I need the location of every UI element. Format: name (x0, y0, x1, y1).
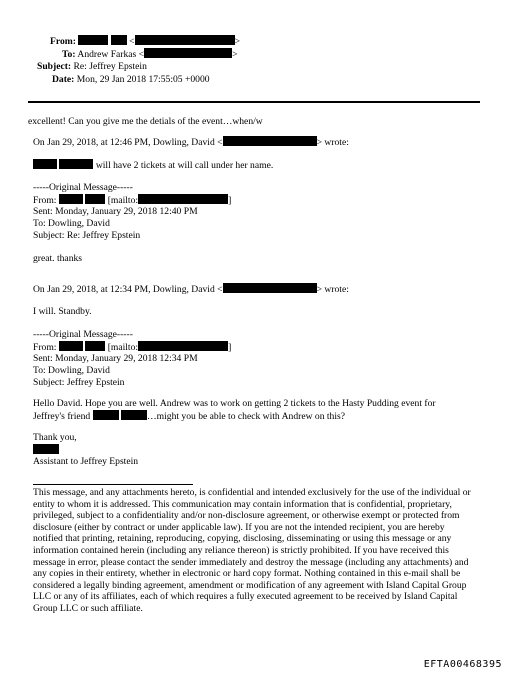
orig2-title: -----Original Message----- (33, 329, 133, 340)
subject-value: Re: Jeffrey Epstein (73, 61, 147, 72)
redaction (144, 48, 232, 58)
disclaimer-divider (33, 484, 193, 485)
orig2-subject: Subject: Jeffrey Epstein (33, 377, 125, 388)
orig1-from: From: [mailto: ] (33, 195, 232, 206)
redaction (121, 410, 147, 420)
header-from: From: < > (50, 36, 240, 47)
thank-you: Thank you, (33, 432, 77, 443)
redaction (59, 159, 93, 169)
redaction (78, 35, 108, 45)
redaction (93, 410, 119, 420)
redaction (33, 444, 59, 454)
signature-redaction (33, 444, 59, 457)
orig2-from: From: [mailto: ] (33, 342, 232, 353)
redaction (111, 35, 127, 45)
orig1-subject: Subject: Re: Jeffrey Epstein (33, 230, 141, 241)
orig2-to: To: Dowling, David (33, 365, 110, 376)
hello-line2: Jeffrey's friend …might you be able to check with Andrew on this? (33, 411, 346, 422)
document-id: EFTA00468395 (423, 659, 502, 670)
hello-line1: Hello David. Hope you are well. Andrew was to work on getting 2 tickets to the Hasty Pudding event for (33, 398, 436, 409)
quote1-text: will have 2 tickets at will call under her name. (33, 159, 273, 172)
orig1-title: -----Original Message----- (33, 182, 133, 193)
great-line: great. thanks (33, 253, 83, 264)
header-subject (37, 61, 147, 73)
disclaimer: This message, and any attachments hereto, is confidential and intended exclusively for the use of the individual or entity to whom it is addressed. This communication may contain information that is confidential, proprietary, privileged, subject to a confidentiality and/or non-disclosure agreement, or otherwise exempt or protected from disclosure (either by contract or under applicable law). If you are not the intended recipient, you are hereby notified that printing, retaining, reproducing, copying, disclosing, disseminating or using this message or any information contained herein (including any reliance thereon) is strictly prohibited. If you have received this message in error, please contact the sender immediately and destroy the message (including any attachments) and any copies in their entirety, whether in electronic or hard copy format. Nothing contained in this e-mail shall be considered a legally binding agreement, amendment or modification of any agreement with Island Capital Group LLC or any of its affiliates, each of which requires a fully executed agreement to be received by Island Capital Group LLC or such affiliate. (33, 487, 471, 614)
quote1-intro: On Jan 29, 2018, at 12:46 PM, Dowling, David < > wrote: (33, 137, 349, 148)
redaction (59, 194, 83, 204)
reply-line: excellent! Can you give me the detials of the event…when/w (28, 116, 263, 127)
header-date (52, 74, 210, 86)
assistant-line: Assistant to Jeffrey Epstein (33, 456, 139, 467)
header-to: To: Andrew Farkas < > (62, 49, 238, 60)
orig1-sent: Sent: Monday, January 29, 2018 12:40 PM (33, 206, 198, 217)
date-label: Date: (52, 74, 75, 85)
redaction (85, 194, 105, 204)
header-divider (28, 101, 480, 103)
to-label: To: (62, 49, 76, 60)
date-value: Mon, 29 Jan 2018 17:55:05 +0000 (76, 74, 210, 85)
redaction (223, 136, 317, 146)
redaction (59, 341, 83, 351)
redaction (138, 341, 228, 351)
redaction (138, 194, 228, 204)
will-line: I will. Standby. (33, 306, 92, 317)
orig1-to: To: Dowling, David (33, 218, 110, 229)
from-label: From: (50, 36, 76, 47)
subject-label: Subject: (37, 61, 72, 72)
redaction (135, 35, 235, 45)
to-value: Andrew Farkas < (77, 49, 145, 60)
orig2-sent: Sent: Monday, January 29, 2018 12:34 PM (33, 353, 198, 364)
redaction (85, 341, 105, 351)
redaction (223, 283, 317, 293)
quote2-intro: On Jan 29, 2018, at 12:34 PM, Dowling, David < > wrote: (33, 284, 349, 295)
redaction (33, 159, 57, 169)
